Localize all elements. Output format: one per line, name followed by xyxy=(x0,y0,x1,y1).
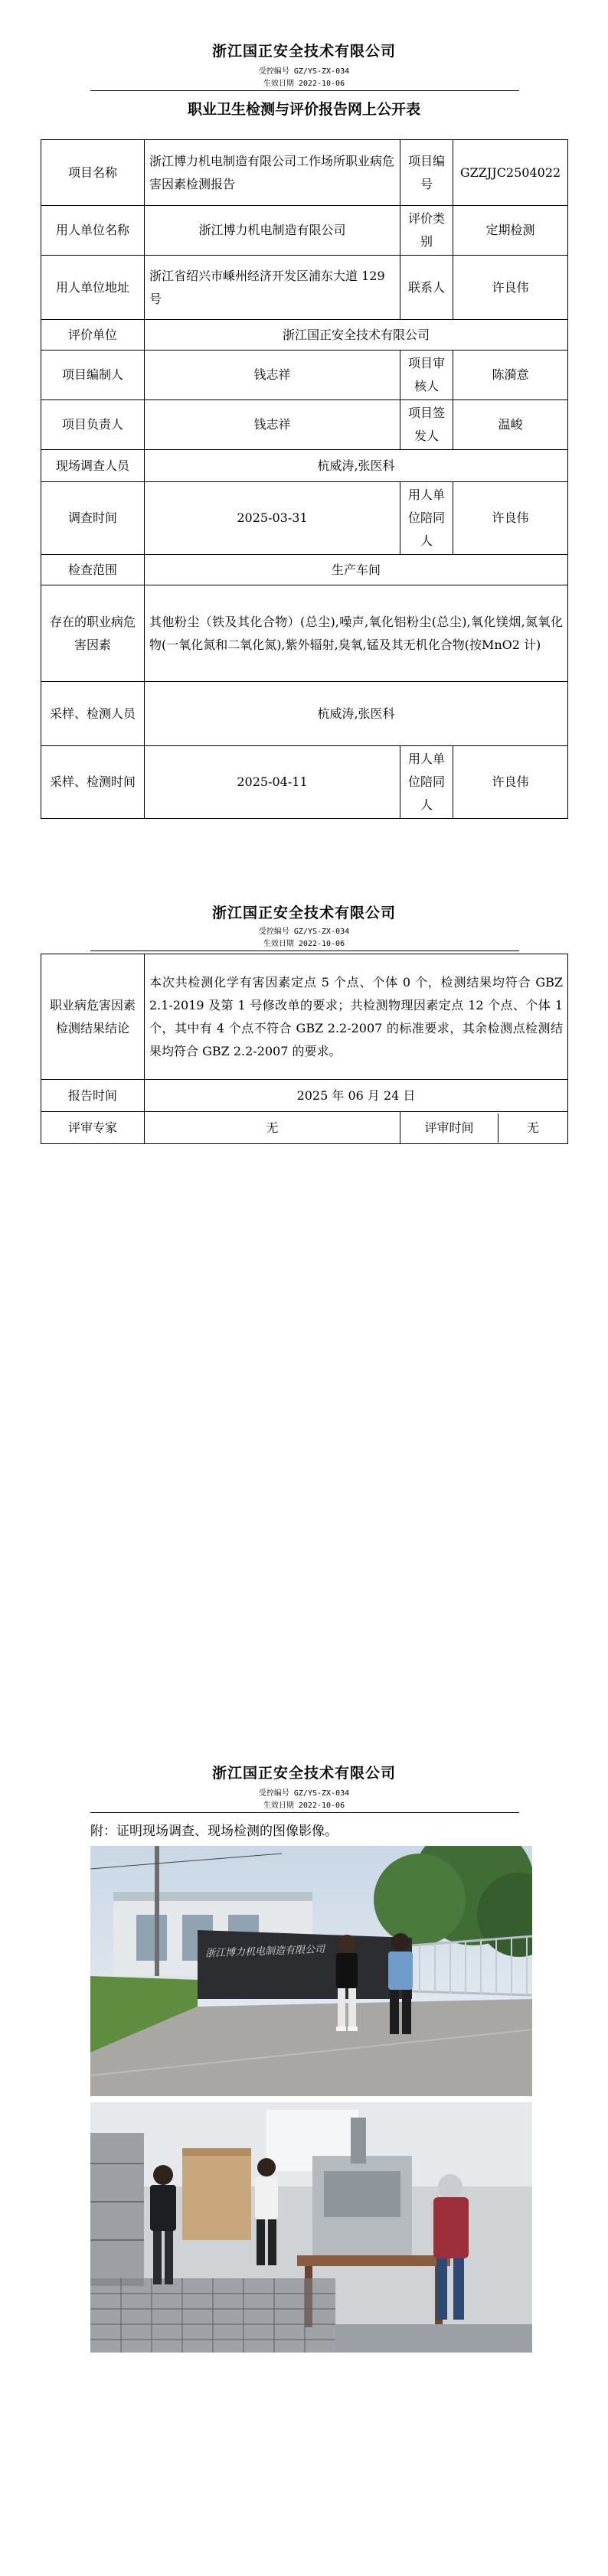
header-rule xyxy=(90,90,519,91)
control-code: 受控编号 GZ/YS-ZX-034 xyxy=(258,67,350,76)
employer-value: 浙江博力机电制造有限公司 xyxy=(145,206,400,256)
control-code: 受控编号 GZ/YS-ZX-034 xyxy=(258,928,350,936)
expert-label: 评审专家 xyxy=(41,1112,145,1144)
table-row xyxy=(41,400,568,450)
factory-sign: 浙江博力机电制造有限公司 xyxy=(204,1944,325,1960)
eval-type-label: 评价类别 xyxy=(400,206,453,256)
conclusion-label: 职业病危害因素检测结果结论 xyxy=(41,954,145,1080)
table-row xyxy=(41,555,568,585)
project-name-value: 浙江博力机电制造有限公司工作场所职业病危害因素检测报告 xyxy=(145,140,400,206)
report-time-label: 报告时间 xyxy=(41,1080,145,1112)
survey-time-label: 调查时间 xyxy=(41,482,145,555)
site-survey-photo xyxy=(90,1846,532,2096)
disclosure-table xyxy=(41,139,568,819)
issuer-label: 项目签发人 xyxy=(400,400,453,450)
address-value: 浙江省绍兴市嵊州经济开发区浦东大道 129 号 xyxy=(145,256,400,320)
leader-value: 钱志祥 xyxy=(145,400,400,450)
company-header: 浙江国正安全技术有限公司 xyxy=(211,1765,396,1782)
contact-label: 联系人 xyxy=(400,256,453,320)
companion2-label: 用人单位陪同人 xyxy=(400,746,453,819)
employer-label: 用人单位名称 xyxy=(41,206,145,256)
companion-label: 用人单位陪同人 xyxy=(400,482,453,555)
reviewer-label: 项目审核人 xyxy=(400,351,453,400)
survey-time-value: 2025-03-31 xyxy=(145,482,400,555)
conclusion-table xyxy=(41,954,568,1144)
table-row xyxy=(41,450,568,482)
companion2-value: 许良伟 xyxy=(453,746,568,819)
compiler-label: 项目编制人 xyxy=(41,351,145,400)
header-rule xyxy=(90,1812,519,1813)
eval-type-value: 定期检测 xyxy=(453,206,568,256)
hazards-value: 其他粉尘（铁及其化合物）(总尘),噪声,氧化铝粉尘(总尘),氧化镁烟,氮氧化物(一氧化氮和二氧化氮),紫外辐射,臭氧,锰及其无机化合物(按MnO2 计) xyxy=(145,585,568,682)
table-row xyxy=(41,256,568,320)
compiler-value: 钱志祥 xyxy=(145,351,400,400)
table-row xyxy=(41,746,568,819)
issuer-value: 温峻 xyxy=(453,400,568,450)
reviewer-value: 陈漪意 xyxy=(453,351,568,400)
scope-label: 检查范围 xyxy=(41,555,145,585)
table-row xyxy=(41,320,568,351)
table-row xyxy=(41,140,568,206)
review-time-value: 无 xyxy=(526,1120,539,1135)
companion-value: 许良伟 xyxy=(453,482,568,555)
site-detection-photo xyxy=(90,2102,532,2353)
table-row xyxy=(41,585,568,682)
table-row xyxy=(41,206,568,256)
table-row xyxy=(41,482,568,555)
conclusion-value: 本次共检测化学有害因素定点 5 个点、个体 0 个，检测结果均符合 GBZ 2.1-2019 及第 1 号修改单的要求；共检测物理因素定点 12 个点、个体 1 个，其中有 4 个点不符合 GBZ 2.2-2007 的标准要求，其余检测点检测结果均符合 GBZ 2.2-2007 的要求。 xyxy=(145,954,568,1080)
sample-time-label: 采样、检测时间 xyxy=(41,746,145,819)
scope-value: 生产车间 xyxy=(145,555,568,585)
expert-value: 无 xyxy=(145,1112,400,1144)
effective-date: 生效日期 2022-10-06 xyxy=(263,80,345,88)
company-header: 浙江国正安全技术有限公司 xyxy=(211,43,396,60)
table-row xyxy=(41,682,568,746)
surveyors-value: 杭威涛,张医科 xyxy=(145,450,568,482)
company-header: 浙江国正安全技术有限公司 xyxy=(211,905,396,921)
samplers-label: 采样、检测人员 xyxy=(41,682,145,746)
project-name-label: 项目名称 xyxy=(41,140,145,206)
address-label: 用人单位地址 xyxy=(41,256,145,320)
table-row xyxy=(41,351,568,400)
annex-caption: 附：证明现场调查、现场检测的图像影像。 xyxy=(90,1824,338,1839)
table-row xyxy=(41,1080,568,1112)
review-time-label: 评审时间 xyxy=(400,1114,498,1143)
sample-time-value: 2025-04-11 xyxy=(145,746,400,819)
effective-date: 生效日期 2022-10-06 xyxy=(263,940,345,948)
control-code: 受控编号 GZ/YS-ZX-034 xyxy=(258,1789,350,1798)
contact-value: 许良伟 xyxy=(453,256,568,320)
project-no-label: 项目编号 xyxy=(400,140,453,206)
document-title: 职业卫生检测与评价报告网上公开表 xyxy=(187,101,420,118)
report-time-value: 2025 年 06 月 24 日 xyxy=(145,1080,568,1112)
leader-label: 项目负责人 xyxy=(41,400,145,450)
table-row xyxy=(41,954,568,1080)
table-row xyxy=(41,1112,568,1144)
surveyors-label: 现场调查人员 xyxy=(41,450,145,482)
eval-unit-value: 浙江国正安全技术有限公司 xyxy=(145,320,568,351)
hazards-label: 存在的职业病危害因素 xyxy=(41,585,145,682)
samplers-value: 杭威涛,张医科 xyxy=(145,682,568,746)
effective-date: 生效日期 2022-10-06 xyxy=(263,1802,345,1810)
project-no-value: GZZJJC2504022 xyxy=(453,140,568,206)
eval-unit-label: 评价单位 xyxy=(41,320,145,351)
